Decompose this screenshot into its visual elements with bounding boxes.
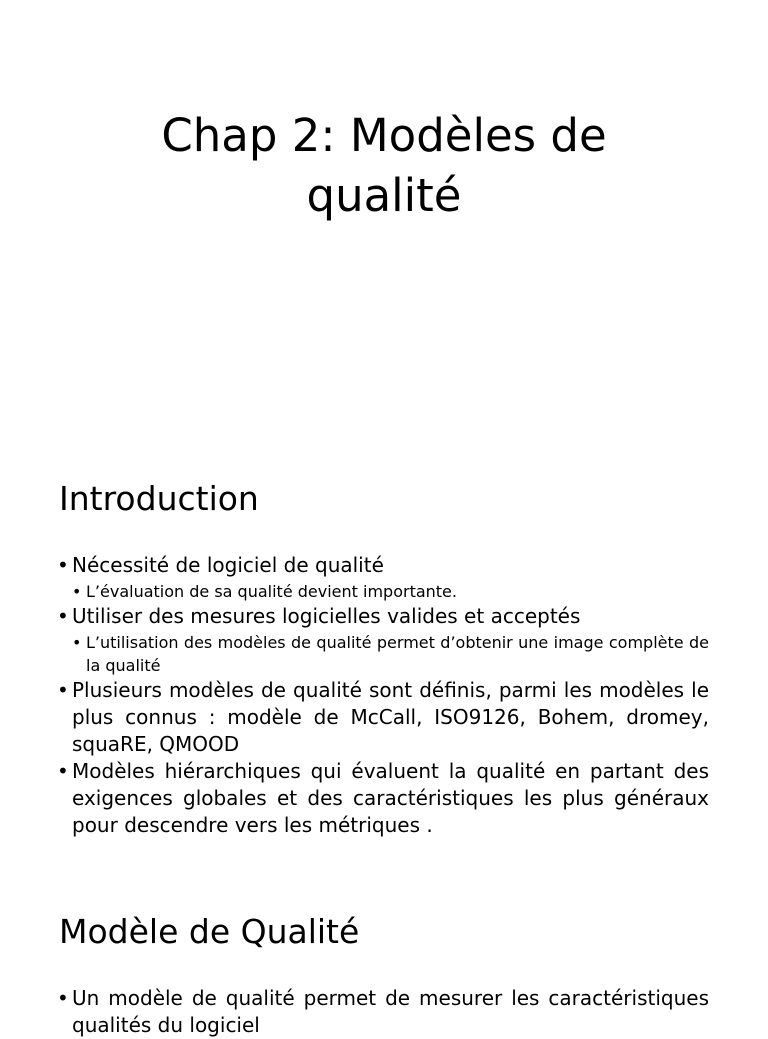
bullet-item: • Plusieurs modèles de qualité sont définis, parmi les modèles le plus connus : modèle de McCall, ISO9126, Bohem, dromey, squaRE, QMOOD bbox=[72, 677, 709, 758]
bullet-item: • Modèles hiérarchiques qui évaluent la qualité en partant des exigences globales et des caractéristiques les plus généraux pour descendre vers les métriques . bbox=[72, 758, 709, 839]
bullet-item: • Nécessité de logiciel de qualité bbox=[72, 552, 709, 579]
slide-title-line-1: Chap 2: Modèles de bbox=[161, 109, 607, 162]
bullet-item: • Utiliser des mesures logicielles valides et acceptés bbox=[72, 603, 709, 630]
sub-bullet-item: • L’utilisation des modèles de qualité permet d’obtenir une image complète de la qualité bbox=[86, 631, 709, 677]
modele-qualite-bullet-list bbox=[0, 985, 768, 1039]
modele-qualite-heading: Modèle de Qualité bbox=[59, 912, 360, 951]
bullet-item: • Un modèle de qualité permet de mesurer les caractéristiques qualités du logiciel bbox=[72, 985, 709, 1039]
introduction-bullet-list bbox=[0, 552, 768, 839]
slide-title bbox=[0, 106, 768, 226]
introduction-heading: Introduction bbox=[59, 479, 259, 518]
sub-bullet-item: • L’évaluation de sa qualité devient importante. bbox=[86, 580, 709, 603]
slide-title-line-2: qualité bbox=[306, 169, 462, 222]
